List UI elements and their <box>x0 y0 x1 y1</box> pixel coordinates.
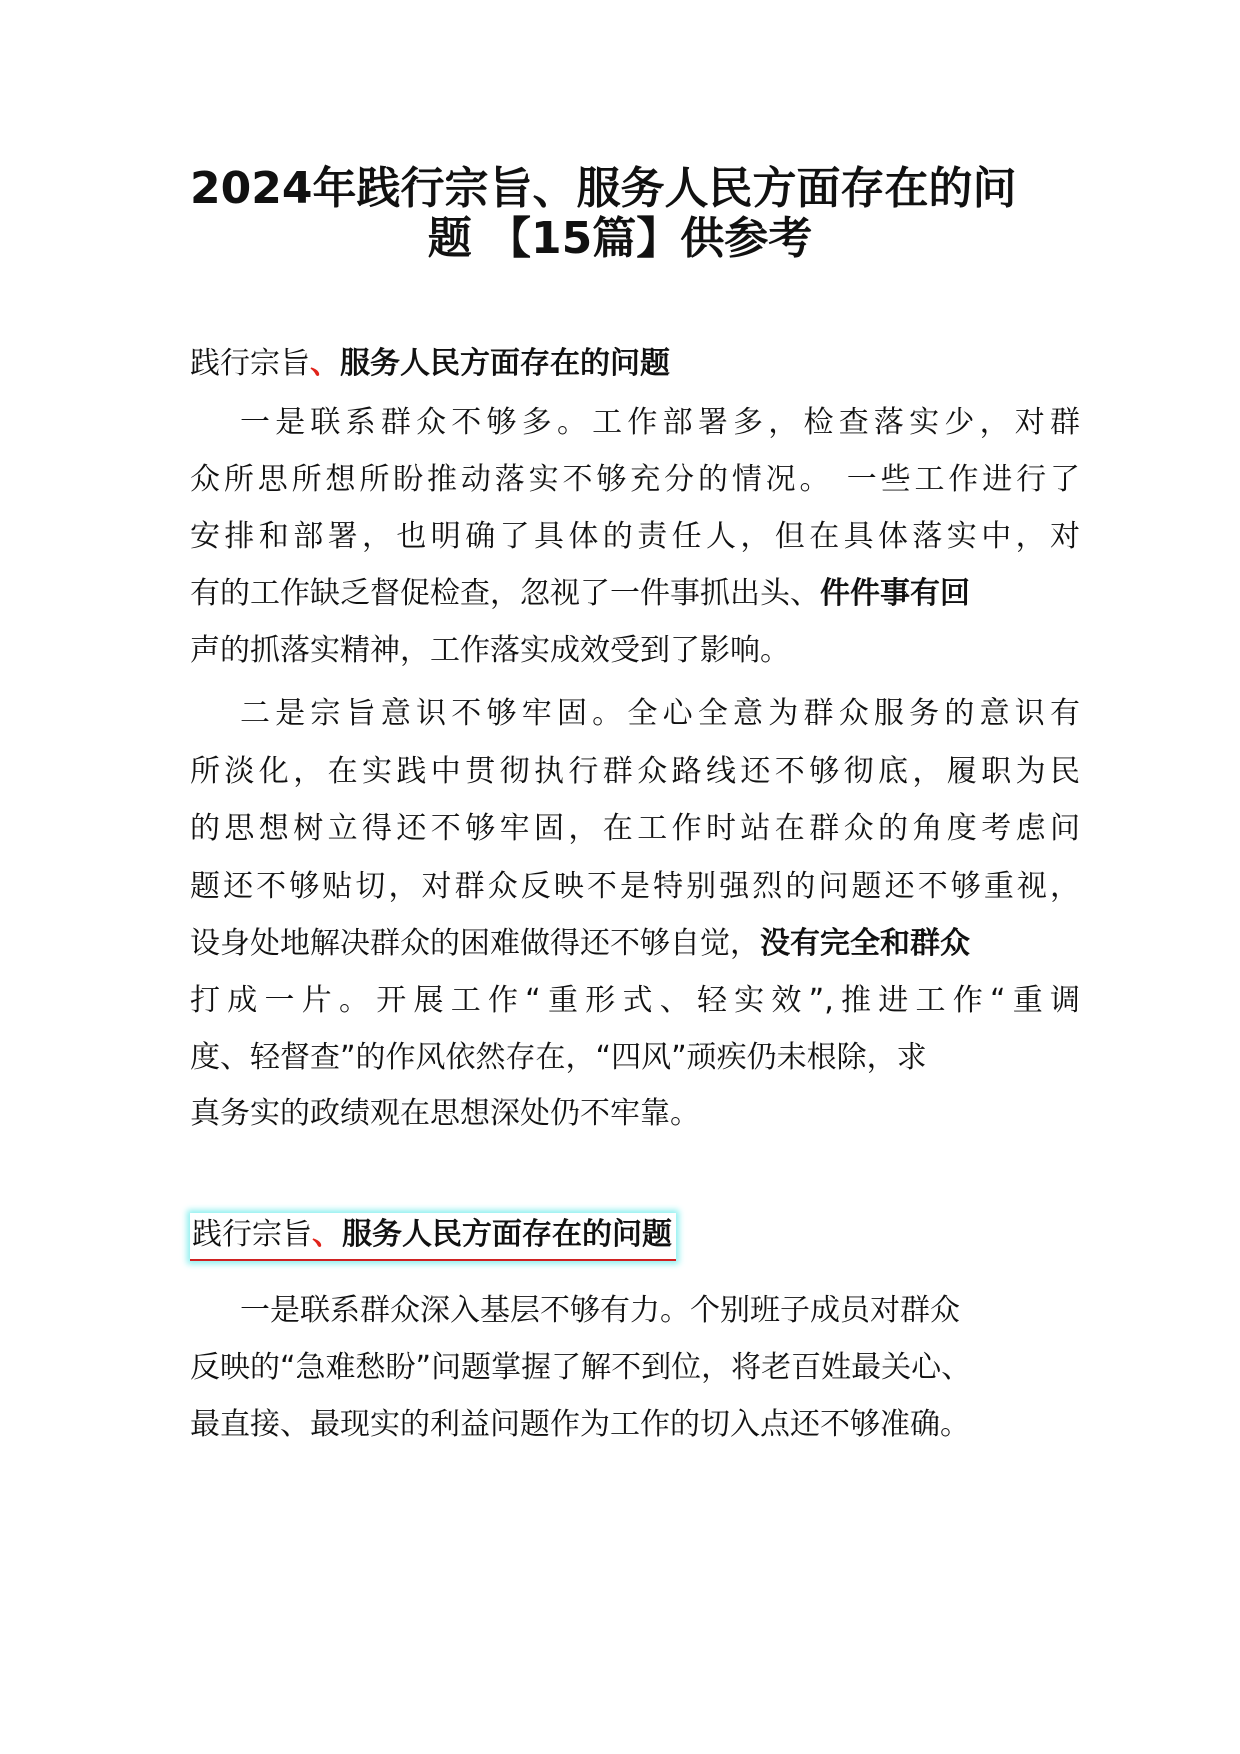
paragraph-line: 声的抓落实精神，工作落实成效受到了影响。 <box>190 633 790 668</box>
section-1-heading <box>190 344 670 384</box>
paragraph-line <box>190 574 1080 614</box>
section-1-heading-plain: 践行宗旨 <box>190 346 310 381</box>
paragraph-line: 安排和部署，也明确了具体的责任人，但在具体落实中，对 <box>190 519 1080 554</box>
document-title-line-1: 2024年践行宗旨、服务人民方面存在的问 <box>190 163 1017 214</box>
paragraph-line: 反映的“急难愁盼”问题掌握了解不到位，将老百姓最关心、 <box>190 1350 972 1385</box>
paragraph-line-bold-text: 没有完全和群众 <box>760 926 970 961</box>
paragraph-line: 众所思所想所盼推动落实不够充分的情况。 一些工作进行了 <box>190 462 1080 497</box>
paragraph-line: 最直接、最现实的利益问题作为工作的切入点还不够准确。 <box>190 1407 970 1442</box>
paragraph-line: 题还不够贴切，对群众反映不是特别强烈的问题还不够重视， <box>190 869 1080 904</box>
paragraph-line <box>190 924 1080 964</box>
section-1-heading-separator: 、 <box>310 346 340 381</box>
paragraph-line: 度、轻督查”的作风依然存在，“四风”顽疾仍未根除，求 <box>190 1040 927 1075</box>
section-2-heading-separator: 、 <box>312 1217 342 1252</box>
section-2-heading-plain: 践行宗旨 <box>192 1217 312 1252</box>
section-1-heading-strong: 服务人民方面存在的问题 <box>340 346 670 381</box>
paragraph-line: 真务实的政绩观在思想深处仍不牢靠。 <box>190 1096 700 1131</box>
paragraph-line: 一是联系群众不够多。工作部署多，检查落实少，对群 <box>240 405 1080 440</box>
document-title-line-2: 题 【15篇】供参考 <box>427 213 813 264</box>
paragraph-line-text: 设身处地解决群众的困难做得还不够自觉， <box>190 926 760 961</box>
section-2-heading <box>190 1213 676 1261</box>
section-2-heading-strong: 服务人民方面存在的问题 <box>342 1217 672 1252</box>
paragraph-line-text: 有的工作缺乏督促检查，忽视了一件事抓出头、 <box>190 576 820 611</box>
paragraph-line-bold-text: 件件事有回 <box>820 576 970 611</box>
paragraph-line: 二是宗旨意识不够牢固。全心全意为群众服务的意识有 <box>240 696 1080 731</box>
paragraph-line: 的思想树立得还不够牢固，在工作时站在群众的角度考虑问 <box>190 811 1080 846</box>
paragraph-line: 打成一片。开展工作“重形式、轻实效”,推进工作“重调 <box>190 983 1080 1018</box>
paragraph-line: 一是联系群众深入基层不够有力。个别班子成员对群众 <box>240 1293 960 1328</box>
paragraph-line: 所淡化，在实践中贯彻执行群众路线还不够彻底，履职为民 <box>190 754 1080 789</box>
